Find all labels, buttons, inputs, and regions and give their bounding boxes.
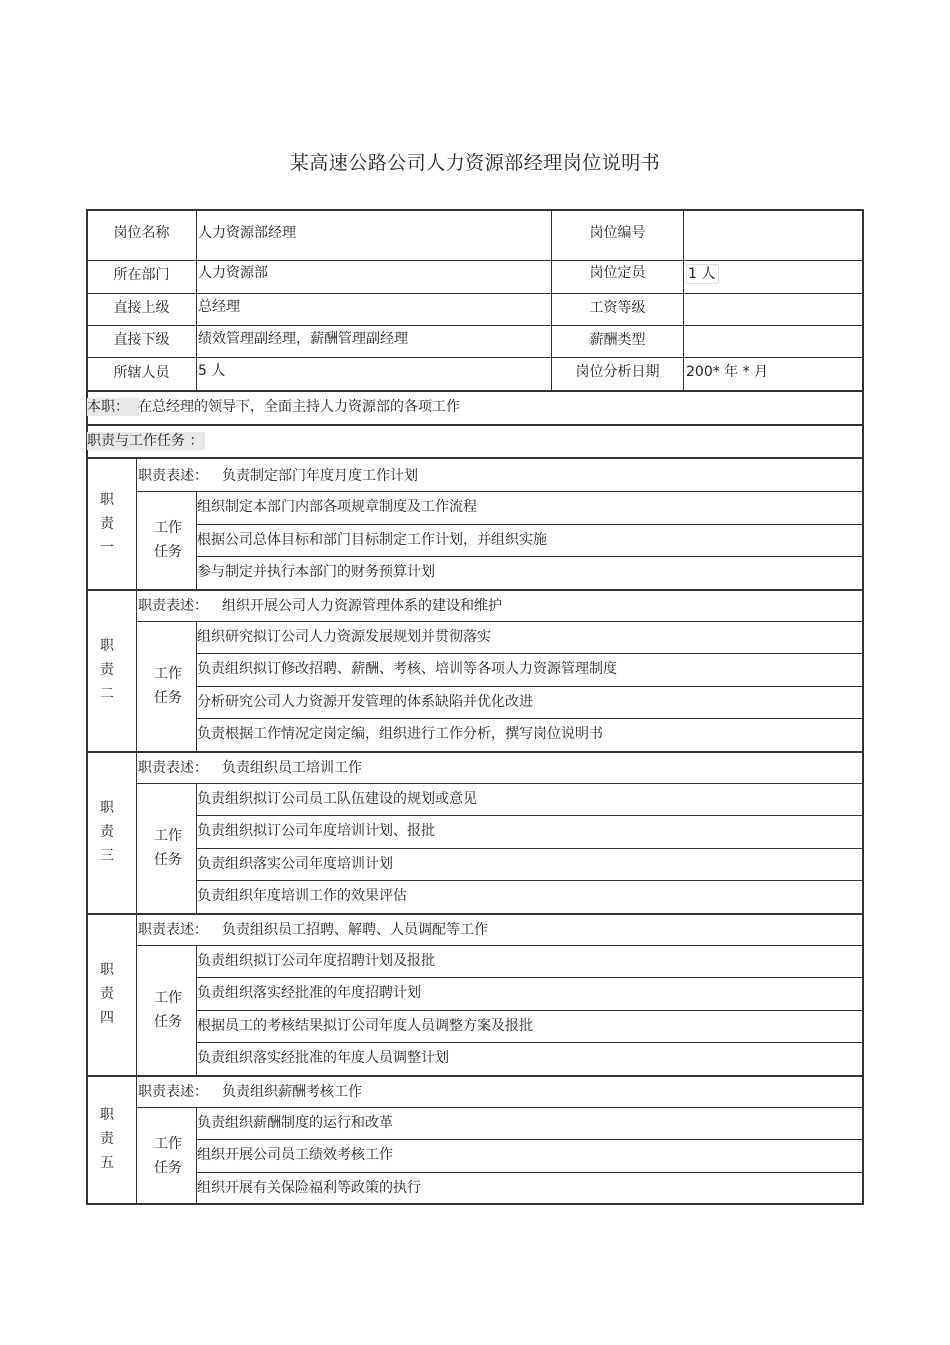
duty-desc-label: 职责表述： xyxy=(138,921,208,938)
task-item: 组织研究拟订公司人力资源发展规划并贯彻落实 xyxy=(197,629,491,645)
duty-desc: 组织开展公司人力资源管理体系的建设和维护 xyxy=(222,597,502,614)
duty-name: 职 责 三 xyxy=(100,799,114,864)
position-name-label: 岗位名称 xyxy=(113,225,170,241)
duty-desc: 负责组织薪酬考核工作 xyxy=(222,1083,362,1100)
tasks-label: 工作 任务 xyxy=(154,989,182,1030)
task-item: 组织开展公司员工绩效考核工作 xyxy=(197,1147,393,1164)
duty-desc-label: 职责表述： xyxy=(138,759,208,776)
quota-label: 岗位定员 xyxy=(589,265,646,281)
task-item: 负责根据工作情况定岗定编，组织进行工作分析，撰写岗位说明书 xyxy=(197,726,603,743)
task-item: 根据公司总体目标和部门目标制定工作计划，并组织实施 xyxy=(197,531,547,548)
quota-value: 1 人 xyxy=(686,264,719,284)
duty-desc-label: 职责表述： xyxy=(138,597,208,614)
task-item: 负责组织薪酬制度的运行和改革 xyxy=(197,1115,393,1131)
staff-value: 5 人 xyxy=(198,363,226,379)
task-item: 负责组织年度培训工作的效果评估 xyxy=(197,888,407,905)
duty-desc-label: 职责表述： xyxy=(138,468,208,484)
task-item: 分析研究公司人力资源开发管理的体系缺陷并优化改进 xyxy=(197,693,533,710)
task-item: 参与制定并执行本部门的财务预算计划 xyxy=(197,564,435,581)
subordinate-value: 绩效管理副经理，薪酬管理副经理 xyxy=(198,331,408,347)
pay-type-label: 薪酬类型 xyxy=(589,332,646,348)
superior-label: 直接上级 xyxy=(113,300,170,316)
task-item: 负责组织拟订公司员工队伍建设的规划或意见 xyxy=(197,791,477,807)
superior-value: 总经理 xyxy=(198,299,240,315)
position-code-label: 岗位编号 xyxy=(589,225,646,241)
position-name-value: 人力资源部经理 xyxy=(198,225,296,241)
duties-header: 职责与工作任务 ： xyxy=(87,433,204,449)
duty-desc: 负责制定部门年度月度工作计划 xyxy=(222,468,418,484)
tasks-label: 工作 任务 xyxy=(154,520,182,560)
wage-label: 工资等级 xyxy=(589,300,646,316)
subordinate-label: 直接下级 xyxy=(113,332,170,348)
staff-label: 所辖人员 xyxy=(113,365,170,381)
duty-desc: 负责组织员工培训工作 xyxy=(222,759,362,776)
task-item: 负责组织拟订公司年度招聘计划及报批 xyxy=(197,953,435,969)
duty-desc: 负责组织员工招聘、解聘、人员调配等工作 xyxy=(222,921,488,938)
dept-value: 人力资源部 xyxy=(198,265,268,281)
core-label: 本职： xyxy=(87,398,139,416)
duty-name: 职 责 五 xyxy=(100,1107,114,1172)
task-item: 组织制定本部门内部各项规章制度及工作流程 xyxy=(197,499,477,516)
tasks-label: 工作 任务 xyxy=(154,665,182,706)
page-title: 某高速公路公司人力资源部经理岗位说明书 xyxy=(289,152,661,174)
tasks-label: 工作 任务 xyxy=(154,1135,182,1176)
duty-name: 职 责 四 xyxy=(100,961,114,1026)
task-item: 根据员工的考核结果拟订公司年度人员调整方案及报批 xyxy=(197,1017,533,1034)
task-item: 负责组织拟订公司年度培训计划、报批 xyxy=(197,823,435,840)
task-item: 负责组织落实经批准的年度人员调整计划 xyxy=(197,1050,449,1067)
duty-name: 职 责 二 xyxy=(100,637,114,702)
analysis-date-value: 200* 年 * 月 xyxy=(686,364,769,380)
tasks-label: 工作 任务 xyxy=(154,827,182,868)
dept-label: 所在部门 xyxy=(113,267,170,283)
duty-desc-label: 职责表述： xyxy=(138,1083,208,1100)
duty-name: 职 责 一 xyxy=(100,491,114,556)
core-text: 在总经理的领导下，全面主持人力资源部的各项工作 xyxy=(138,399,460,415)
task-item: 负责组织落实公司年度培训计划 xyxy=(197,855,393,872)
task-item: 负责组织落实经批准的年度招聘计划 xyxy=(197,985,421,1002)
analysis-date-label: 岗位分析日期 xyxy=(575,364,660,380)
task-item: 负责组织拟订修改招聘、薪酬、考核、培训等各项人力资源管理制度 xyxy=(197,661,617,678)
task-item: 组织开展有关保险福利等政策的执行 xyxy=(197,1179,421,1196)
